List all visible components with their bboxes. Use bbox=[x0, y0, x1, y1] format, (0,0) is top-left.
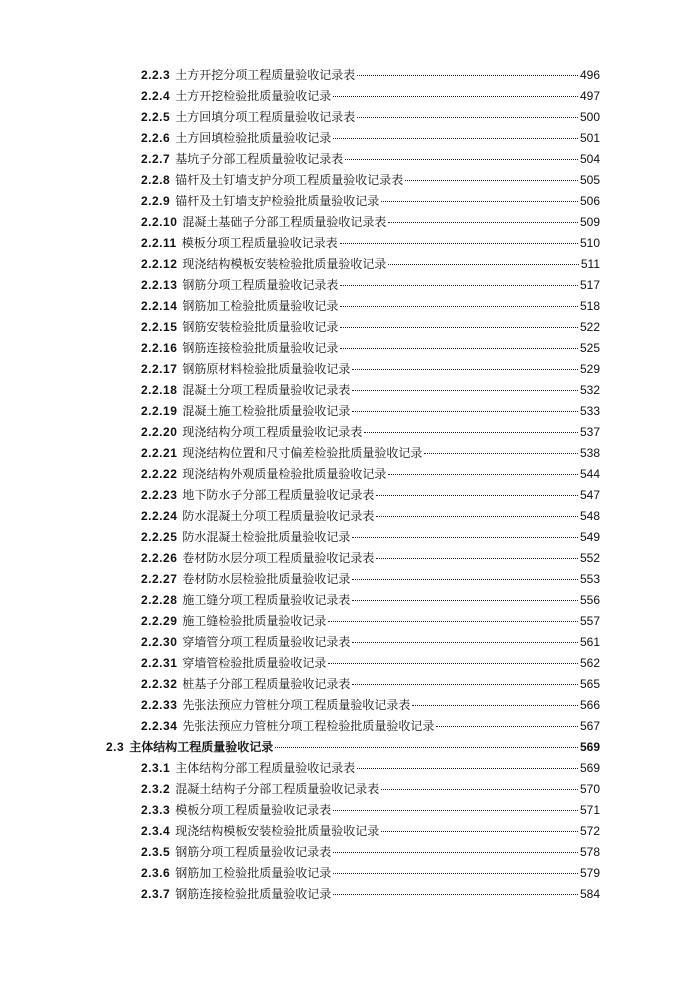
toc-dot-leader bbox=[352, 683, 578, 685]
toc-dot-leader bbox=[376, 515, 578, 517]
toc-page-number: 497 bbox=[579, 89, 600, 103]
toc-entry[interactable] bbox=[0, 821, 700, 842]
toc-entry[interactable] bbox=[0, 254, 700, 275]
toc-entry-number: 2.3.5 bbox=[141, 845, 171, 859]
toc-entry-title: 混凝土结构子分部工程质量验收记录表 bbox=[175, 782, 380, 796]
toc-page-number: 548 bbox=[579, 509, 600, 523]
toc-entry[interactable] bbox=[0, 401, 700, 422]
toc-page-number: 572 bbox=[579, 824, 600, 838]
toc-entry-number: 2.2.12 bbox=[141, 257, 178, 271]
toc-entry-number: 2.2.17 bbox=[141, 362, 178, 376]
toc-entry[interactable] bbox=[0, 884, 700, 905]
toc-entry-number: 2.2.7 bbox=[141, 152, 171, 166]
toc-entry[interactable] bbox=[0, 86, 700, 107]
toc-entry-title: 防水混凝土分项工程质量验收记录表 bbox=[182, 509, 375, 523]
toc-page-number: 500 bbox=[579, 110, 600, 124]
toc-entry[interactable] bbox=[0, 233, 700, 254]
toc-page-number: 509 bbox=[579, 215, 600, 229]
toc-entry-number: 2.2.4 bbox=[141, 89, 171, 103]
toc-entry-number: 2.2.18 bbox=[141, 383, 178, 397]
toc-entry[interactable] bbox=[0, 317, 700, 338]
toc-entry[interactable] bbox=[0, 611, 700, 632]
toc-page-number: 504 bbox=[579, 152, 600, 166]
toc-section-heading[interactable] bbox=[0, 737, 700, 758]
toc-entry[interactable] bbox=[0, 380, 700, 401]
toc-dot-leader bbox=[345, 158, 578, 160]
toc-entry-title: 混凝土施工检验批质量验收记录 bbox=[182, 404, 351, 418]
toc-entry-title: 土方开挖分项工程质量验收记录表 bbox=[175, 68, 356, 82]
toc-entry-title: 现浇结构分项工程质量验收记录表 bbox=[182, 425, 363, 439]
toc-entry-number: 2.2.26 bbox=[141, 551, 178, 565]
toc-page-number: 553 bbox=[579, 572, 600, 586]
toc-page-number: 544 bbox=[579, 467, 600, 481]
toc-dot-leader bbox=[333, 872, 578, 874]
toc-entry[interactable] bbox=[0, 128, 700, 149]
toc-dot-leader bbox=[388, 263, 578, 265]
toc-dot-leader bbox=[340, 347, 578, 349]
toc-entry-title: 钢筋连接检验批质量验收记录 bbox=[175, 887, 332, 901]
toc-entry[interactable] bbox=[0, 212, 700, 233]
toc-page-number: 570 bbox=[579, 782, 600, 796]
toc-entry-title: 卷材防水层检验批质量验收记录 bbox=[182, 572, 351, 586]
toc-entry-number: 2.2.21 bbox=[141, 446, 178, 460]
toc-entry-number: 2.3.3 bbox=[141, 803, 171, 817]
toc-entry-title: 钢筋加工检验批质量验收记录 bbox=[182, 299, 339, 313]
toc-entry[interactable] bbox=[0, 695, 700, 716]
toc-page-number: 529 bbox=[579, 362, 600, 376]
toc-entry-title: 地下防水子分部工程质量验收记录表 bbox=[182, 488, 375, 502]
toc-entry-title: 钢筋连接检验批质量验收记录 bbox=[182, 341, 339, 355]
toc-dot-leader bbox=[424, 452, 578, 454]
toc-entry-number: 2.2.23 bbox=[141, 488, 178, 502]
toc-dot-leader bbox=[333, 809, 578, 811]
toc-entry-number: 2.2.24 bbox=[141, 509, 178, 523]
toc-entry-number: 2.2.30 bbox=[141, 635, 178, 649]
toc-entry[interactable] bbox=[0, 506, 700, 527]
toc-page-number: 547 bbox=[579, 488, 600, 502]
toc-entry-number: 2.2.10 bbox=[141, 215, 178, 229]
toc-entry-number: 2.2.28 bbox=[141, 593, 178, 607]
toc-dot-leader bbox=[275, 746, 578, 748]
toc-entry-number: 2.2.31 bbox=[141, 656, 178, 670]
toc-entry[interactable] bbox=[0, 716, 700, 737]
toc-dot-leader bbox=[364, 431, 578, 433]
toc-entry-number: 2.2.5 bbox=[141, 110, 171, 124]
toc-page-number: 501 bbox=[579, 131, 600, 145]
toc-entry-title: 钢筋分项工程质量验收记录表 bbox=[175, 845, 332, 859]
toc-page-number: 567 bbox=[579, 719, 600, 733]
toc-entry[interactable] bbox=[0, 149, 700, 170]
toc-dot-leader bbox=[357, 74, 578, 76]
toc-entry-title: 穿墙管分项工程质量验收记录表 bbox=[182, 635, 351, 649]
toc-entry-title: 土方回填检验批质量验收记录 bbox=[175, 131, 332, 145]
toc-page-number: 569 bbox=[579, 740, 600, 754]
toc-page-number: 557 bbox=[579, 614, 600, 628]
toc-page-number: 571 bbox=[579, 803, 600, 817]
toc-entry[interactable] bbox=[0, 275, 700, 296]
toc-entry-number: 2.2.22 bbox=[141, 467, 178, 481]
toc-dot-leader bbox=[388, 473, 578, 475]
toc-dot-leader bbox=[333, 137, 578, 139]
toc-entry-title: 锚杆及土钉墙支护分项工程质量验收记录表 bbox=[175, 173, 404, 187]
toc-dot-leader bbox=[333, 851, 578, 853]
toc-page-number: 511 bbox=[580, 257, 600, 271]
toc-dot-leader bbox=[333, 95, 578, 97]
toc-page-number: 510 bbox=[579, 236, 600, 250]
toc-entry-number: 2.2.8 bbox=[141, 173, 171, 187]
toc-entry-title: 穿墙管检验批质量验收记录 bbox=[182, 656, 327, 670]
toc-entry[interactable] bbox=[0, 863, 700, 884]
toc-dot-leader bbox=[328, 662, 578, 664]
toc-entry[interactable] bbox=[0, 674, 700, 695]
toc-entry-title: 卷材防水层分项工程质量验收记录表 bbox=[182, 551, 375, 565]
toc-entry[interactable] bbox=[0, 338, 700, 359]
toc-page-number: 505 bbox=[579, 173, 600, 187]
toc-page-number: 552 bbox=[579, 551, 600, 565]
toc-entry-title: 防水混凝土检验批质量验收记录 bbox=[182, 530, 351, 544]
toc-entry-title: 施工缝分项工程质量验收记录表 bbox=[182, 593, 351, 607]
toc-entry-title: 钢筋分项工程质量验收记录表 bbox=[182, 278, 339, 292]
toc-page-number: 578 bbox=[579, 845, 600, 859]
toc-dot-leader bbox=[352, 578, 578, 580]
toc-entry[interactable] bbox=[0, 191, 700, 212]
toc-page-number: 525 bbox=[579, 341, 600, 355]
toc-entry-number: 2.2.34 bbox=[141, 719, 178, 733]
toc-entry[interactable] bbox=[0, 296, 700, 317]
toc-entry-number: 2.2.27 bbox=[141, 572, 178, 586]
toc-entry-title: 现浇结构位置和尺寸偏差检验批质量验收记录 bbox=[182, 446, 423, 460]
toc-page-number: 566 bbox=[579, 698, 600, 712]
toc-entry-number: 2.3.1 bbox=[141, 761, 171, 775]
toc-dot-leader bbox=[352, 368, 578, 370]
toc-entry-title: 锚杆及土钉墙支护检验批质量验收记录 bbox=[175, 194, 380, 208]
toc-page-number: 533 bbox=[579, 404, 600, 418]
toc-dot-leader bbox=[352, 641, 578, 643]
toc-dot-leader bbox=[412, 704, 578, 706]
toc-entry[interactable] bbox=[0, 758, 700, 779]
toc-entry[interactable] bbox=[0, 443, 700, 464]
toc-page-number: 579 bbox=[579, 866, 600, 880]
toc-dot-leader bbox=[376, 494, 578, 496]
toc-page-number: 496 bbox=[579, 68, 600, 82]
toc-page-number: 549 bbox=[579, 530, 600, 544]
toc-entry[interactable] bbox=[0, 653, 700, 674]
toc-entry-title: 钢筋原材料检验批质量验收记录 bbox=[182, 362, 351, 376]
toc-entry[interactable] bbox=[0, 842, 700, 863]
toc-entry-number: 2.2.19 bbox=[141, 404, 178, 418]
toc-entry[interactable] bbox=[0, 170, 700, 191]
toc-page-number: 518 bbox=[579, 299, 600, 313]
toc-entry[interactable] bbox=[0, 779, 700, 800]
table-of-contents bbox=[0, 65, 700, 905]
toc-entry-number: 2.2.14 bbox=[141, 299, 178, 313]
toc-page-number: 517 bbox=[579, 278, 600, 292]
toc-dot-leader bbox=[352, 536, 578, 538]
toc-entry[interactable] bbox=[0, 359, 700, 380]
toc-page-number: 532 bbox=[579, 383, 600, 397]
toc-dot-leader bbox=[381, 200, 578, 202]
toc-entry-title: 模板分项工程质量验收记录表 bbox=[181, 236, 338, 250]
toc-dot-leader bbox=[352, 410, 578, 412]
toc-page-number: 569 bbox=[579, 761, 600, 775]
toc-entry-title: 土方回填分项工程质量验收记录表 bbox=[175, 110, 356, 124]
toc-dot-leader bbox=[352, 389, 578, 391]
toc-entry-title: 先张法预应力管桩分项工程质量验收记录表 bbox=[182, 698, 411, 712]
toc-dot-leader bbox=[405, 179, 578, 181]
toc-entry-number: 2.3.6 bbox=[141, 866, 171, 880]
toc-entry-title: 现浇结构外观质量检验批质量验收记录 bbox=[182, 467, 387, 481]
toc-entry-number: 2.3.2 bbox=[141, 782, 171, 796]
toc-dot-leader bbox=[340, 326, 578, 328]
toc-page-number: 522 bbox=[579, 320, 600, 334]
toc-entry-title: 模板分项工程质量验收记录表 bbox=[175, 803, 332, 817]
toc-entry[interactable] bbox=[0, 632, 700, 653]
toc-dot-leader bbox=[340, 284, 578, 286]
toc-entry[interactable] bbox=[0, 800, 700, 821]
toc-entry-number: 2.2.9 bbox=[141, 194, 171, 208]
toc-entry-number: 2.3.7 bbox=[141, 887, 171, 901]
toc-dot-leader bbox=[328, 620, 578, 622]
toc-entry-title: 混凝土分项工程质量验收记录表 bbox=[182, 383, 351, 397]
toc-dot-leader bbox=[357, 116, 578, 118]
toc-entry-number: 2.3 bbox=[106, 740, 125, 754]
toc-entry-number: 2.2.16 bbox=[141, 341, 178, 355]
toc-entry-title: 主体结构分部工程质量验收记录表 bbox=[175, 761, 356, 775]
toc-entry-title: 混凝土基础子分部工程质量验收记录表 bbox=[182, 215, 387, 229]
toc-entry-number: 2.2.3 bbox=[141, 68, 171, 82]
toc-entry-number: 2.2.25 bbox=[141, 530, 178, 544]
toc-page-number: 562 bbox=[579, 656, 600, 670]
toc-entry[interactable] bbox=[0, 548, 700, 569]
toc-entry-number: 2.2.11 bbox=[141, 236, 177, 250]
toc-dot-leader bbox=[381, 788, 578, 790]
toc-entry-title: 现浇结构模板安装检验批质量验收记录 bbox=[182, 257, 387, 271]
toc-entry[interactable] bbox=[0, 569, 700, 590]
toc-entry-number: 2.2.29 bbox=[141, 614, 178, 628]
toc-page-number: 537 bbox=[579, 425, 600, 439]
toc-entry[interactable] bbox=[0, 527, 700, 548]
toc-page-number: 556 bbox=[579, 593, 600, 607]
toc-entry-number: 2.2.6 bbox=[141, 131, 171, 145]
toc-dot-leader bbox=[340, 305, 578, 307]
toc-dot-leader bbox=[376, 557, 578, 559]
toc-dot-leader bbox=[388, 221, 578, 223]
toc-entry-title: 现浇结构模板安装检验批质量验收记录 bbox=[175, 824, 380, 838]
toc-entry-number: 2.2.33 bbox=[141, 698, 178, 712]
toc-entry[interactable] bbox=[0, 422, 700, 443]
toc-dot-leader bbox=[436, 725, 578, 727]
toc-entry-number: 2.3.4 bbox=[141, 824, 171, 838]
toc-dot-leader bbox=[340, 242, 578, 244]
toc-dot-leader bbox=[352, 599, 578, 601]
toc-entry-number: 2.2.20 bbox=[141, 425, 178, 439]
toc-page-number: 584 bbox=[579, 887, 600, 901]
toc-dot-leader bbox=[381, 830, 578, 832]
toc-entry[interactable] bbox=[0, 590, 700, 611]
toc-page-number: 538 bbox=[579, 446, 600, 460]
toc-entry-title: 先张法预应力管桩分项工程检验批质量验收记录 bbox=[182, 719, 435, 733]
toc-entry-title: 基坑子分部工程质量验收记录表 bbox=[175, 152, 344, 166]
toc-entry-number: 2.2.13 bbox=[141, 278, 178, 292]
toc-entry-title: 土方开挖检验批质量验收记录 bbox=[175, 89, 332, 103]
toc-entry-number: 2.2.32 bbox=[141, 677, 178, 691]
toc-page-number: 506 bbox=[579, 194, 600, 208]
toc-page-number: 565 bbox=[579, 677, 600, 691]
toc-dot-leader bbox=[333, 893, 578, 895]
toc-page-number: 561 bbox=[579, 635, 600, 649]
toc-entry-title: 钢筋加工检验批质量验收记录 bbox=[175, 866, 332, 880]
toc-entry-number: 2.2.15 bbox=[141, 320, 178, 334]
toc-entry-title: 桩基子分部工程质量验收记录表 bbox=[182, 677, 351, 691]
toc-entry[interactable] bbox=[0, 107, 700, 128]
toc-entry-title: 钢筋安装检验批质量验收记录 bbox=[182, 320, 339, 334]
toc-entry[interactable] bbox=[0, 464, 700, 485]
toc-entry[interactable] bbox=[0, 65, 700, 86]
toc-entry-title: 主体结构工程质量验收记录 bbox=[129, 740, 274, 754]
toc-dot-leader bbox=[357, 767, 578, 769]
toc-entry-title: 施工缝检验批质量验收记录 bbox=[182, 614, 327, 628]
toc-entry[interactable] bbox=[0, 485, 700, 506]
